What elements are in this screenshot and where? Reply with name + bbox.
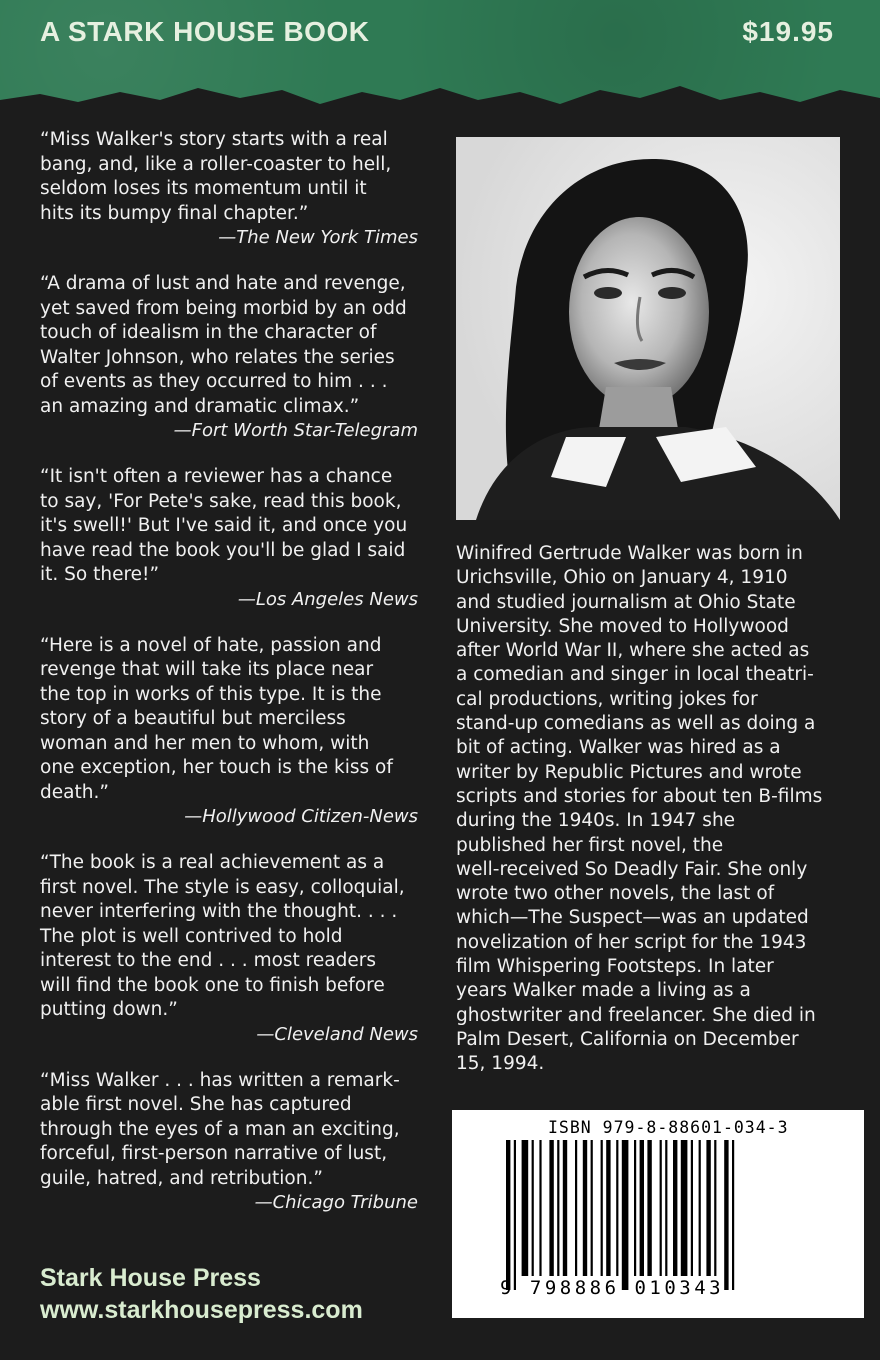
quote-source: —Los Angeles News	[237, 588, 418, 610]
quote-block	[40, 851, 422, 1047]
quote-text: “Miss Walker's story starts with a real bang, and, like a roller-coaster to hell, seldom loses its momentum until it hits its bumpy final chapter.”	[40, 129, 392, 224]
author-portrait	[456, 137, 840, 520]
barcode-bar	[673, 1140, 677, 1276]
barcode-bar	[665, 1140, 667, 1276]
quote-source: —Fort Worth Star-Telegram	[173, 420, 418, 441]
barcode-bar	[591, 1140, 593, 1276]
barcode-bar	[563, 1140, 567, 1276]
barcode-bar	[691, 1140, 693, 1276]
author-bio: Winifred Gertrude Walker was born in Urichsville, Ohio on January 4, 1910 and studied journalism at Ohio State University. She moved to Hollywood after World War II, where she acted as a comedian and singer in local theatri- cal productions, writing jokes for stand-up comedians as well as doing a bit of acting. Walker was hired as a writer by Republic Pictures and wrote scripts and stories for about ten B-films during the 1940s. In 1947 she published her first novel, the well-received So Deadly Fair. She only wrote two other novels, the last of which—The Suspect—was an updated novelization of her script for the 1943 film Whispering Footsteps. In later years Walker made a living as a ghostwriter and freelancer. She died in Palm Desert, California on December 15, 1994.	[456, 543, 823, 1075]
barcode-bars	[502, 1140, 822, 1290]
quote-text: “A drama of lust and hate and revenge, yet saved from being morbid by an odd touch of idealism in the character of Walter Johnson, who relates the series of events as they occurred to him . . . an amazing and dramatic climax.”	[40, 273, 407, 417]
quote-block	[40, 1069, 422, 1216]
review-quotes	[40, 128, 422, 1237]
barcode-bar	[575, 1140, 577, 1276]
publisher-block	[40, 1262, 363, 1326]
barcode-bar	[681, 1140, 688, 1276]
barcode-bar	[539, 1140, 541, 1276]
barcode-bar	[622, 1140, 629, 1290]
quote-text: “Here is a novel of hate, passion and revenge that will take its place near the top in works of this type. It is the story of a beautiful but merciless woman and her men to whom, with one exception, her touch is the kiss of death.”	[40, 634, 393, 803]
barcode-bar	[714, 1140, 716, 1276]
quote-source: —Chicago Tribune	[254, 1192, 418, 1213]
barcode-bar	[583, 1140, 587, 1276]
barcode-panel	[452, 1110, 864, 1318]
barcode-bar	[732, 1140, 734, 1290]
barcode-bar	[514, 1140, 516, 1290]
quote-block	[40, 272, 422, 443]
barcode-bar	[640, 1140, 644, 1276]
author-photo	[456, 137, 840, 520]
quote-text: “The book is a real achievement as a first novel. The style is easy, colloquial, never interfering with the thought. . . . The plot is well contrived to hold interest to the end . . . most readers will find the book one to finish before putting down.”	[40, 852, 405, 1020]
quote-block	[40, 465, 422, 612]
barcode-number: 9 798886 010343	[500, 1277, 725, 1299]
publisher-url[interactable]: www.starkhousepress.com	[40, 1296, 363, 1324]
quote-text: “Miss Walker . . . has written a remark- able first novel. She has captured through the eyes of a man an exciting, forceful, first-person narrative of lust, guile, hatred, and retribution.”	[40, 1069, 400, 1189]
quote-source: —The New York Times	[218, 227, 418, 248]
barcode-bar	[647, 1140, 651, 1276]
series-brand: A STARK HOUSE BOOK	[40, 16, 370, 47]
barcode-bar	[549, 1140, 553, 1276]
barcode-bar	[532, 1140, 534, 1276]
barcode-bar	[660, 1140, 662, 1276]
quote-source: —Hollywood Citizen-News	[184, 806, 418, 827]
quote-block	[40, 634, 422, 830]
barcode-bar	[616, 1140, 618, 1276]
barcode-bar	[557, 1140, 559, 1276]
barcode-bar	[506, 1140, 510, 1290]
quote-source: —Cleveland News	[256, 1023, 418, 1045]
price: $19.95	[742, 16, 834, 47]
publisher-name: Stark House Press	[40, 1264, 261, 1292]
barcode-bar	[724, 1140, 728, 1290]
quote-block	[40, 128, 422, 250]
quote-text: “It isn't often a reviewer has a chance to say, 'For Pete's sake, read this book, it's swell!' But I've said it, and once you have read the book you'll be glad I said it. So there!”	[40, 466, 408, 585]
barcode-bar	[601, 1140, 603, 1276]
barcode-bar	[706, 1140, 710, 1276]
barcode-bar	[606, 1140, 610, 1276]
barcode-bar	[522, 1140, 529, 1276]
barcode-bar	[699, 1140, 701, 1276]
header-band	[0, 0, 880, 118]
barcode-bar	[634, 1140, 636, 1276]
isbn-label: ISBN 979-8-88601-034-3	[548, 1118, 789, 1137]
